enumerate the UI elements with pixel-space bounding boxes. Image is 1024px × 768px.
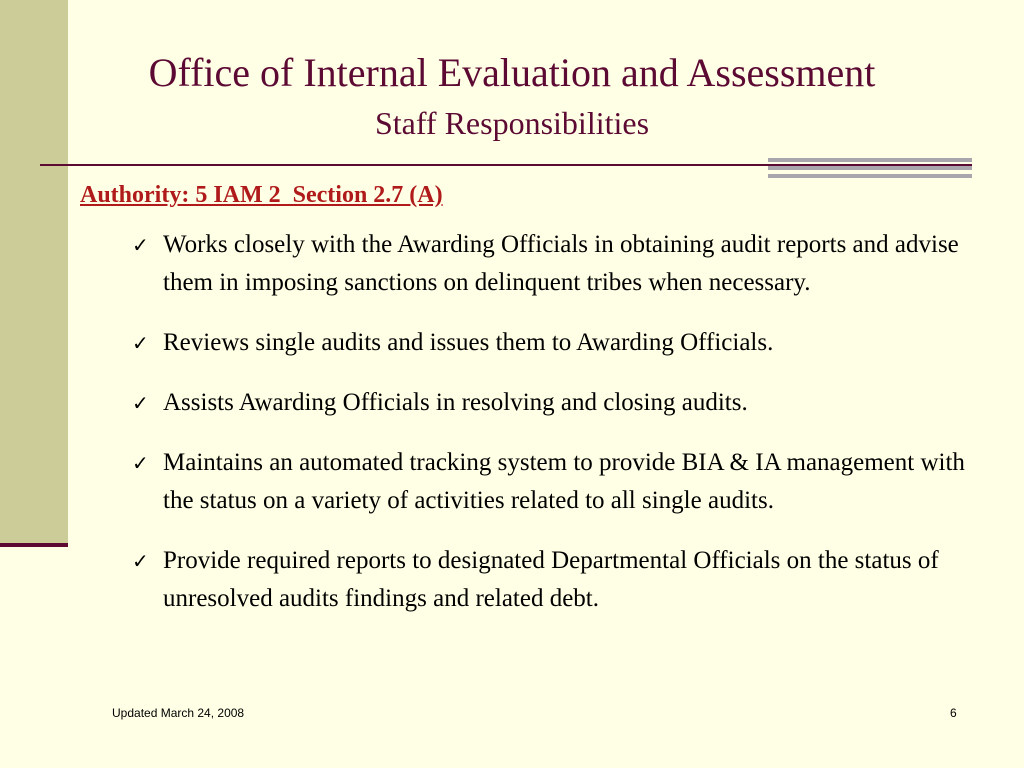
checkmark-icon: ✓ bbox=[132, 549, 149, 573]
checkmark-icon: ✓ bbox=[132, 233, 149, 257]
slide-subtitle: Staff Responsibilities bbox=[374, 105, 650, 141]
side-accent-line bbox=[0, 543, 68, 547]
list-item-text: Assists Awarding Officials in resolving and closing audits. bbox=[163, 389, 748, 416]
slide-title: Office of Internal Evaluation and Assessment bbox=[148, 50, 876, 95]
list-item-text: Works closely with the Awarding Officials in obtaining audit reports and advise them in imposing sanctions on delinquent tribes when necessary. bbox=[163, 231, 959, 296]
gray-bar bbox=[768, 158, 972, 162]
checkmark-icon: ✓ bbox=[132, 451, 149, 475]
checkmark-icon: ✓ bbox=[132, 391, 149, 415]
list-item-text: Reviews single audits and issues them to Awarding Officials. bbox=[163, 329, 774, 356]
list-item bbox=[132, 542, 982, 618]
gray-bar bbox=[768, 174, 972, 178]
footer-date: Updated March 24, 2008 bbox=[112, 706, 245, 720]
gray-bar bbox=[768, 166, 972, 170]
authority-heading: Authority: 5 IAM 2 Section 2.7 (A) bbox=[80, 182, 443, 208]
page-number: 6 bbox=[950, 706, 957, 720]
list-item bbox=[132, 444, 982, 520]
list-item-text: Provide required reports to designated Departmental Officials on the status of unresolved audits findings and related debt. bbox=[163, 547, 939, 612]
list-item bbox=[132, 384, 982, 422]
checkmark-icon: ✓ bbox=[132, 331, 149, 355]
title-gray-bars bbox=[768, 158, 972, 178]
list-item-text: Maintains an automated tracking system to provide BIA & IA management with the status on a variety of activities related to all single audits. bbox=[163, 449, 965, 514]
responsibility-list bbox=[132, 226, 982, 640]
list-item bbox=[132, 324, 982, 362]
list-item bbox=[132, 226, 982, 302]
